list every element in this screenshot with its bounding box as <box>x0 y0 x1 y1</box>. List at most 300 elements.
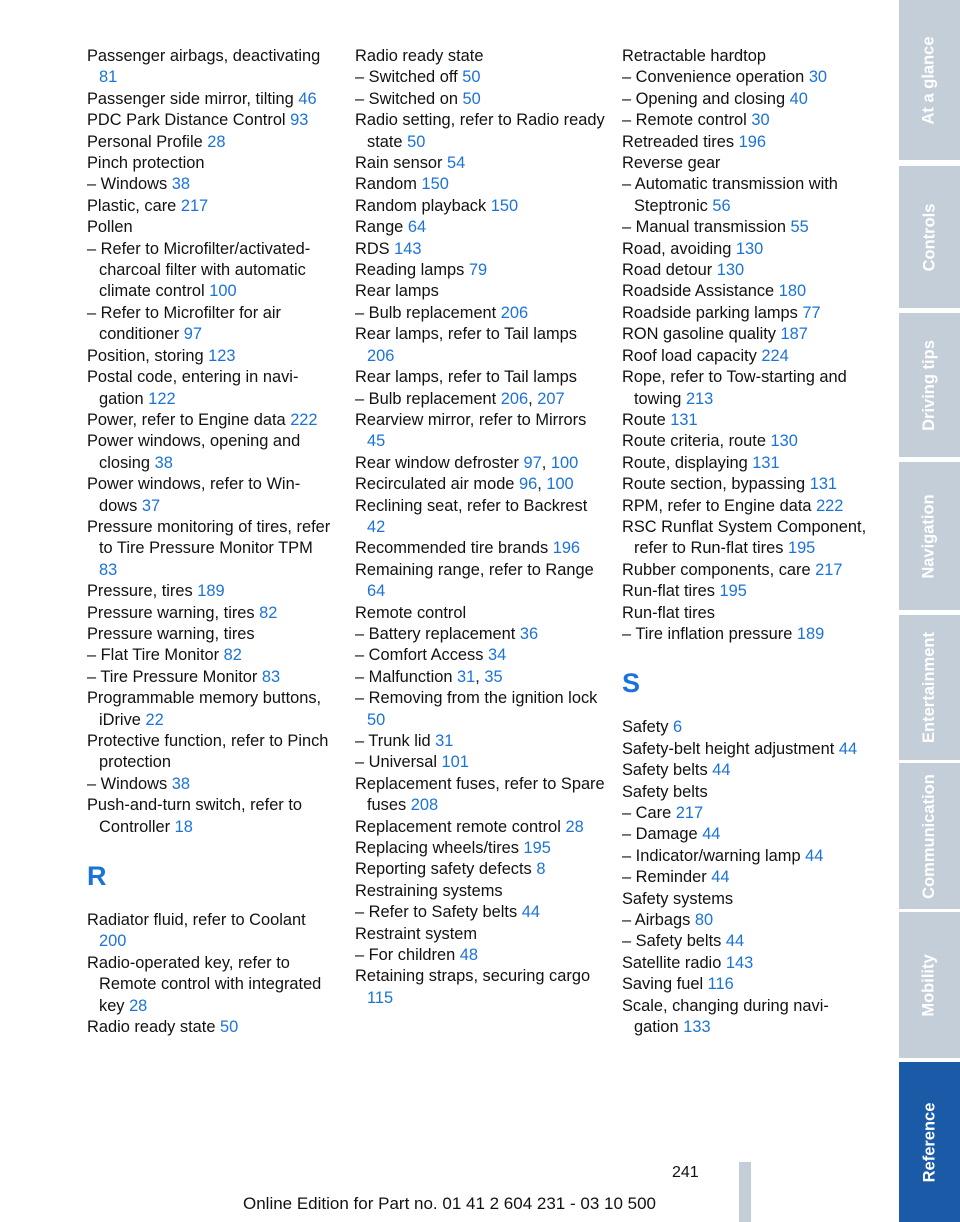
entry-text: Reporting safety defects <box>355 860 537 879</box>
entry-text: Radio-operated key, refer to Remote control with integrated key <box>87 953 322 1015</box>
entry-text: Road detour <box>622 261 717 280</box>
entry-text: – Windows <box>87 774 172 793</box>
entry-text: Radio ready state <box>87 1018 221 1037</box>
index-entry <box>355 217 605 238</box>
page-link[interactable]: 217 <box>815 560 843 579</box>
page-link[interactable]: 44 <box>838 739 858 758</box>
index-entry: – Bulb replacement 206, 207 <box>355 389 565 408</box>
page-link[interactable]: 100 <box>550 453 579 472</box>
entry-text: Saving fuel <box>622 975 708 994</box>
tab-label: Reference <box>920 1102 939 1182</box>
tab-label: Navigation <box>920 493 939 579</box>
index-entry <box>87 431 332 474</box>
entry-text: Random <box>355 175 422 194</box>
index-entry <box>355 324 605 367</box>
entry-text: Rear lamps, refer to Tail lamps <box>355 325 577 344</box>
index-entry <box>87 367 332 410</box>
index-entry <box>87 581 332 602</box>
page-link[interactable]: 82 <box>223 646 242 665</box>
page-link[interactable]: 36 <box>519 624 539 643</box>
entry-text: – Damage <box>622 825 703 844</box>
entry-text: Replacement fuses, refer to Spare fuses <box>355 774 605 815</box>
index-entry <box>87 217 332 238</box>
page-link[interactable]: 208 <box>410 796 439 815</box>
index-entry <box>355 859 605 880</box>
index-entry <box>355 945 605 966</box>
chapter-tabs <box>899 0 960 1222</box>
entry-text: – Refer to Safety belts <box>355 903 522 922</box>
entry-text: Programmable memory buttons, iDrive <box>87 689 322 729</box>
entry-text: Pressure warning, tires <box>87 624 255 643</box>
tab-label: Entertainment <box>920 632 938 743</box>
entry-text: Rearview mirror, refer to Mirrors <box>355 410 587 429</box>
entry-text: Safety-belt height adjustment <box>622 739 839 758</box>
entry-text: Rope, refer to Tow-starting and towing <box>622 368 847 408</box>
tab-label: Controls <box>920 203 938 271</box>
index-entry <box>622 910 867 931</box>
page-link[interactable]: 189 <box>796 624 825 643</box>
page-link[interactable]: 189 <box>197 582 225 601</box>
entry-text: Radio ready state <box>355 47 484 65</box>
index-entry <box>622 624 867 645</box>
entry-text: – Bulb replacement <box>355 389 501 408</box>
page-link[interactable]: 101 <box>441 753 469 772</box>
entry-text: – Flat Tire Monitor <box>87 646 224 665</box>
page-link[interactable]: 93 <box>290 111 309 130</box>
page-link[interactable]: 8 <box>536 860 546 879</box>
entry-text: PDC Park Distance Control <box>87 111 291 130</box>
page-link[interactable]: 207 <box>537 389 565 408</box>
page-link[interactable]: 195 <box>719 582 747 601</box>
index-entry <box>622 824 867 845</box>
index-entry <box>87 346 332 367</box>
page-link[interactable]: 143 <box>394 239 422 258</box>
index-entry <box>87 132 332 153</box>
index-entry <box>622 260 867 281</box>
index-entry <box>622 303 867 324</box>
entry-text: – Refer to Microfilter for air conditioner <box>87 303 282 344</box>
index-entry <box>355 174 605 195</box>
page-link[interactable]: 81 <box>99 68 118 87</box>
entry-text: – Switched off <box>355 68 463 87</box>
page-link[interactable]: 46 <box>298 89 317 108</box>
entry-text: – Comfort Access <box>355 646 488 665</box>
entry-text: Rear window defroster <box>355 453 524 472</box>
index-entry <box>622 110 867 131</box>
entry-text: Restraining systems <box>355 881 503 900</box>
index-entry <box>87 46 332 89</box>
page-link[interactable]: 130 <box>770 432 798 451</box>
index-entry <box>87 645 332 666</box>
page-link[interactable]: 213 <box>685 389 714 408</box>
page-link[interactable]: 206 <box>500 303 529 322</box>
index-entry <box>87 110 332 131</box>
entry-text: Roof load capacity <box>622 346 762 365</box>
index-entry: – Malfunction 31, 35 <box>355 667 503 686</box>
index-entry <box>87 953 332 1017</box>
tab-reference[interactable] <box>899 1062 960 1222</box>
index-entry <box>87 174 332 195</box>
page-link[interactable]: 187 <box>780 325 808 344</box>
index-entry <box>622 89 867 110</box>
index-entry <box>87 303 332 346</box>
index-column-1 <box>87 46 332 1038</box>
index-entry <box>622 153 867 174</box>
index-entry <box>622 803 867 824</box>
page-link[interactable]: 31 <box>457 667 476 686</box>
page-link[interactable]: 200 <box>99 932 127 951</box>
entry-text: – Removing from the ignition lock <box>355 689 598 708</box>
tab-navigation[interactable] <box>899 462 960 610</box>
entry-text: Pressure monitoring of tires, refer to Tire Pressure Monitor TPM <box>87 517 331 558</box>
entry-text: – Manual transmission <box>622 218 791 237</box>
index-entry <box>355 239 605 260</box>
index-entry <box>355 966 605 1009</box>
page-link[interactable]: 130 <box>735 239 764 258</box>
index-entry <box>87 410 332 431</box>
page-link[interactable]: 55 <box>790 218 809 237</box>
index-column-3 <box>622 46 867 1038</box>
page-link[interactable]: 44 <box>712 761 731 780</box>
page-link[interactable]: 217 <box>180 196 209 215</box>
index-entry <box>355 110 605 153</box>
index-entry <box>622 453 867 474</box>
entry-text: Safety belts <box>622 782 708 801</box>
index-entry <box>622 281 867 302</box>
page-link[interactable]: 44 <box>711 868 730 887</box>
entry-text: Run-flat tires <box>622 603 715 622</box>
footer-edition: Online Edition for Part no. 01 41 2 604 231 - 03 10 500 <box>242 1194 656 1213</box>
page-link[interactable]: 97 <box>183 325 202 344</box>
page-link[interactable]: 6 <box>673 718 683 737</box>
index-entry <box>622 581 867 602</box>
index-entry <box>622 760 867 781</box>
index-entry <box>87 688 332 731</box>
index-entry <box>355 46 605 67</box>
index-entry <box>622 974 867 995</box>
entry-text: – For children <box>355 946 460 965</box>
entry-text: Replacing wheels/tires <box>355 839 524 858</box>
page-link[interactable]: 83 <box>99 560 118 579</box>
index-entry <box>622 132 867 153</box>
page-link[interactable]: 44 <box>725 932 745 951</box>
page-link[interactable]: 224 <box>761 346 789 365</box>
entry-text: Safety systems <box>622 889 734 908</box>
page-link[interactable]: 64 <box>407 218 427 237</box>
page-link[interactable]: 35 <box>484 667 503 686</box>
entry-text: – Tire inflation pressure <box>622 624 797 643</box>
index-column-2 <box>355 46 605 1009</box>
entry-text: Recirculated air mode <box>355 475 519 494</box>
page-link[interactable]: 195 <box>787 539 816 558</box>
index-entry <box>87 774 332 795</box>
entry-text: Route criteria, route <box>622 432 771 451</box>
index-entry <box>622 46 867 67</box>
entry-text: Reverse gear <box>622 154 721 173</box>
page-link[interactable]: 131 <box>809 475 838 494</box>
entry-text: Radio setting, refer to Radio ready state <box>355 111 605 151</box>
entry-text: Random playback <box>355 196 491 215</box>
tab-driving-tips[interactable] <box>899 313 960 457</box>
index-entry <box>355 603 605 624</box>
page-link[interactable]: 31 <box>435 732 454 750</box>
entry-text: Route section, bypassing <box>622 475 810 494</box>
entry-text: Rear lamps <box>355 282 439 301</box>
page-link[interactable]: 37 <box>141 496 161 515</box>
entry-text: Retreaded tires <box>622 132 739 151</box>
page-link[interactable]: 131 <box>670 410 698 429</box>
entry-text: Route, displaying <box>622 453 753 472</box>
page-link[interactable]: 100 <box>209 282 237 301</box>
index-entry <box>622 174 867 217</box>
entry-text: – Opening and closing <box>622 89 790 108</box>
entry-text: Postal code, entering in navigation <box>87 368 299 408</box>
index-entry <box>87 603 332 624</box>
page-link[interactable]: 222 <box>290 410 318 429</box>
page-link[interactable]: 44 <box>702 825 721 844</box>
page-link[interactable]: 206 <box>500 389 529 408</box>
index-entry <box>87 667 332 688</box>
page-number: 241 <box>672 1164 699 1181</box>
tab-communication[interactable] <box>899 763 960 909</box>
page-link[interactable]: 28 <box>207 132 226 151</box>
page-link[interactable]: 115 <box>367 988 394 1007</box>
index-entry <box>622 867 867 888</box>
page-link[interactable]: 38 <box>171 175 190 194</box>
index-entry <box>355 410 605 453</box>
section-letter: R <box>87 861 107 892</box>
tab-entertainment[interactable] <box>899 615 960 760</box>
index-entry <box>622 603 867 624</box>
page-link[interactable]: 18 <box>174 817 193 836</box>
index-entry <box>355 538 605 559</box>
index-entry <box>622 67 867 88</box>
index-entry <box>622 846 867 867</box>
page-link[interactable]: 50 <box>462 89 481 108</box>
index-entry <box>87 153 332 174</box>
entry-text: Road, avoiding <box>622 239 736 258</box>
tab-controls[interactable] <box>899 166 960 308</box>
page-link[interactable]: 97 <box>523 453 542 472</box>
index-entry <box>355 560 605 603</box>
index-entry <box>355 924 605 945</box>
index-entry <box>355 196 605 217</box>
entry-text: Passenger airbags, deactivating <box>87 47 321 65</box>
entry-text: Roadside parking lamps <box>622 303 803 322</box>
page-link[interactable]: 217 <box>675 804 704 822</box>
entry-text: Roadside Assistance <box>622 282 779 301</box>
entry-text: Replacement remote control <box>355 817 566 836</box>
entry-text: Remote control <box>355 603 467 622</box>
page-link[interactable]: 96 <box>518 475 538 494</box>
entry-text: RPM, refer to Engine data <box>622 496 817 515</box>
page-link[interactable]: 34 <box>488 646 507 665</box>
page-link[interactable]: 123 <box>208 346 236 365</box>
entry-text: – Remote control <box>622 111 752 130</box>
page-link[interactable]: 44 <box>805 846 824 865</box>
entry-text: Restraint system <box>355 924 478 943</box>
entry-text: – Convenience operation <box>622 68 809 87</box>
index-entry <box>622 239 867 260</box>
page-link[interactable]: 150 <box>490 196 519 215</box>
page-link[interactable]: 42 <box>367 517 386 536</box>
entry-text: – Indicator/warning lamp <box>622 846 806 865</box>
index-entry <box>355 688 605 731</box>
index-entry <box>622 496 867 517</box>
entry-text: Rear lamps, refer to Tail lamps <box>355 368 577 387</box>
page-link[interactable]: 100 <box>546 475 574 494</box>
page-link[interactable]: 79 <box>468 261 488 280</box>
entry-text: – Reminder <box>622 868 712 887</box>
entry-text: Pollen <box>87 218 133 237</box>
index-entry <box>355 89 605 110</box>
index-entry <box>622 346 867 367</box>
entry-text: Pinch protection <box>87 154 205 173</box>
page-link[interactable]: 82 <box>259 603 278 622</box>
index-entry <box>355 281 605 302</box>
page-link[interactable]: 45 <box>367 432 386 451</box>
page-link[interactable]: 196 <box>738 132 766 151</box>
entry-text: RON gasoline quality <box>622 325 781 344</box>
index-entry <box>87 624 332 645</box>
entry-text: Passenger side mirror, tilting <box>87 89 299 108</box>
page-link[interactable]: 38 <box>154 453 173 472</box>
index-entry <box>622 560 867 581</box>
index-entry <box>355 881 605 902</box>
index-entry <box>622 517 867 560</box>
index-entry <box>355 153 605 174</box>
page-link[interactable]: 150 <box>421 175 449 194</box>
index-entry <box>355 645 605 666</box>
page-link[interactable]: 116 <box>707 975 734 994</box>
entry-text: Plastic, care <box>87 196 181 215</box>
entry-text: Reading lamps <box>355 261 469 280</box>
entry-text: Satellite radio <box>622 953 726 972</box>
page-link[interactable]: 44 <box>521 903 540 922</box>
entry-text: Radiator fluid, refer to Coolant <box>87 911 306 930</box>
index-entry <box>622 431 867 452</box>
tab-mobility[interactable] <box>899 912 960 1058</box>
index-entry <box>622 324 867 345</box>
page-link[interactable]: 56 <box>712 196 731 215</box>
index-entry <box>622 931 867 952</box>
index-entry <box>622 953 867 974</box>
entry-text: Rain sensor <box>355 154 448 173</box>
page-link[interactable]: 30 <box>808 68 828 87</box>
index-entry <box>355 367 605 388</box>
entry-text: Power windows, opening and closing <box>87 432 301 472</box>
entry-text: – Windows <box>87 175 172 194</box>
page-link[interactable]: 222 <box>816 496 844 515</box>
index-entry <box>355 67 605 88</box>
tab-label: Mobility <box>920 953 939 1017</box>
index-entry <box>355 260 605 281</box>
index-entry <box>87 239 332 303</box>
entry-text: Remaining range, refer to Range <box>355 560 594 579</box>
entry-text: – Switched on <box>355 89 463 108</box>
entry-text: – Automatic transmission with Steptronic <box>622 175 838 215</box>
page-link[interactable]: 122 <box>148 389 176 408</box>
entry-text: Reclining seat, refer to Backrest <box>355 496 588 515</box>
entry-text: RSC Runflat System Component, refer to Run-flat tires <box>622 517 867 558</box>
entry-text: RDS <box>355 239 395 258</box>
entry-text: Safety belts <box>622 761 713 780</box>
index-entry <box>622 739 867 760</box>
entry-text: Scale, changing during navigation <box>622 996 829 1037</box>
index-entry <box>355 496 605 539</box>
entry-text: Power windows, refer to Windows <box>87 475 301 515</box>
index-entry <box>622 996 867 1039</box>
index-entry: Recirculated air mode 96, 100 <box>355 475 574 494</box>
entry-text: Push-and-turn switch, refer to Controller <box>87 796 302 836</box>
entry-text: Range <box>355 218 408 237</box>
entry-text: Retractable hardtop <box>622 47 766 65</box>
page-link[interactable]: 22 <box>145 710 164 729</box>
page-link[interactable]: 40 <box>789 89 808 108</box>
entry-text: Run-flat tires <box>622 582 720 601</box>
section-letter: S <box>622 668 641 699</box>
page-link[interactable]: 180 <box>778 282 807 301</box>
page-link[interactable]: 50 <box>407 132 426 151</box>
page-link[interactable]: 38 <box>171 774 190 793</box>
page-link[interactable]: 80 <box>694 911 714 930</box>
entry-text: Position, storing <box>87 346 209 365</box>
index-entry <box>622 717 867 738</box>
index-entry <box>355 902 605 923</box>
page-link[interactable]: 28 <box>129 996 148 1015</box>
tab-at-a-glance[interactable] <box>899 0 960 160</box>
index-entry <box>355 303 605 324</box>
page-link[interactable]: 50 <box>220 1018 239 1037</box>
page-link[interactable]: 30 <box>751 111 770 130</box>
index-entry: Rear window defroster 97, 100 <box>355 453 579 472</box>
entry-text: – Safety belts <box>622 932 726 951</box>
page-link[interactable]: 77 <box>802 303 821 322</box>
page-link[interactable]: 50 <box>367 710 386 729</box>
page-link[interactable]: 48 <box>459 946 478 965</box>
page-link[interactable]: 131 <box>752 453 780 472</box>
entry-text: – Trunk lid <box>355 732 436 750</box>
index-entry <box>355 752 605 773</box>
page-link[interactable]: 206 <box>367 346 395 365</box>
page-link[interactable]: 50 <box>462 68 481 87</box>
entry-text: Power, refer to Engine data <box>87 410 291 429</box>
entry-text: – Airbags <box>622 911 695 930</box>
page-link[interactable]: 28 <box>565 817 584 836</box>
page-link[interactable]: 83 <box>261 667 281 686</box>
page-link[interactable]: 130 <box>716 261 745 280</box>
page-link[interactable]: 64 <box>367 582 386 601</box>
page-link[interactable]: 195 <box>523 839 551 858</box>
index-entry <box>87 795 332 838</box>
index-entry <box>87 1017 332 1038</box>
index-entry <box>622 782 867 803</box>
entry-text: Pressure, tires <box>87 582 198 601</box>
entry-text: – Battery replacement <box>355 624 520 643</box>
page-link[interactable]: 196 <box>552 539 581 558</box>
entry-text: Route <box>622 410 671 429</box>
entry-text: – Tire Pressure Monitor <box>87 667 262 686</box>
page-link[interactable]: 143 <box>725 953 754 972</box>
entry-text: – Bulb replacement <box>355 303 501 322</box>
tab-label: Driving tips <box>920 339 939 431</box>
page-link[interactable]: 54 <box>447 154 466 173</box>
index-entry <box>87 196 332 217</box>
index-entry <box>87 910 332 953</box>
index-entry <box>87 474 332 517</box>
page-link[interactable]: 133 <box>683 1018 711 1037</box>
entry-text: Recommended tire brands <box>355 539 553 558</box>
